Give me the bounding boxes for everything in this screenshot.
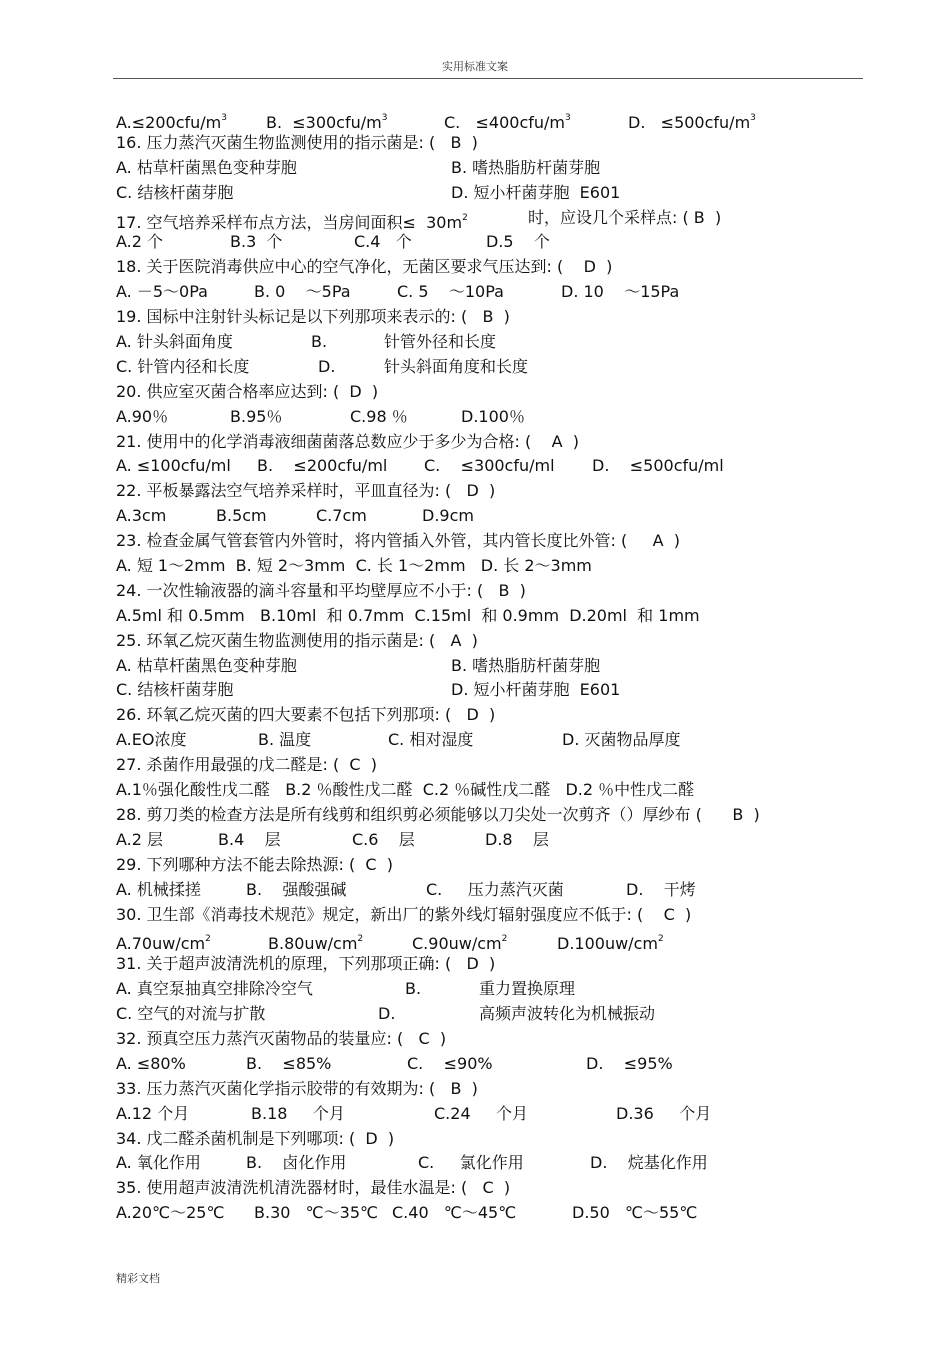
text-segment xyxy=(405,977,421,1002)
text-line xyxy=(116,255,876,280)
text-segment xyxy=(392,1201,516,1226)
text-line xyxy=(116,903,876,928)
segment-text: D.50 ℃～55℃ xyxy=(572,1203,698,1223)
segment-text: C. 5 ～10Pa xyxy=(397,282,504,302)
text-line xyxy=(116,1151,876,1176)
segment-text: C. 氯化作用 xyxy=(418,1153,524,1173)
text-line xyxy=(116,927,876,952)
text-segment xyxy=(572,1201,697,1226)
segment-text: D.36 个月 xyxy=(616,1103,712,1123)
text-segment xyxy=(116,1151,201,1176)
text-line xyxy=(116,753,876,778)
text-segment xyxy=(116,504,166,529)
segment-text: C.6 层 xyxy=(352,829,415,849)
segment-text: A.90％ xyxy=(116,406,169,426)
segment-text: 33. 压力蒸汽灭菌化学指示胶带的有效期为: ( B ) xyxy=(116,1078,478,1098)
text-line xyxy=(116,131,876,156)
text-segment xyxy=(116,678,233,703)
segment-text: A.70uw/cm xyxy=(116,934,206,954)
page-header: 实用标准文案 xyxy=(442,60,508,73)
text-segment xyxy=(216,504,267,529)
text-segment xyxy=(528,206,721,231)
segment-text: B.3 个 xyxy=(230,232,283,252)
text-line xyxy=(116,380,876,405)
text-segment xyxy=(561,280,679,305)
segment-text: C.90uw/cm xyxy=(412,934,502,954)
superscript: 2 xyxy=(462,212,468,223)
segment-text: 16. 压力蒸汽灭菌生物监测使用的指示菌是: ( B ) xyxy=(116,132,478,152)
segment-text: B.5cm xyxy=(216,506,267,526)
superscript: 2 xyxy=(501,934,508,945)
text-segment xyxy=(354,230,412,255)
text-line xyxy=(116,1201,876,1226)
text-line xyxy=(116,106,876,131)
text-line xyxy=(116,629,876,654)
segment-text: B. 强酸强碱 xyxy=(246,879,347,899)
segment-text: C.98 ％ xyxy=(350,406,408,426)
text-segment xyxy=(116,728,186,753)
segment-text: 22. 平板暴露法空气培养采样时，平皿直径为: ( D ) xyxy=(116,481,496,501)
text-segment xyxy=(116,432,579,451)
text-segment xyxy=(424,454,555,479)
text-line xyxy=(116,604,876,629)
segment-text: 19. 国标中注射针头标记是以下列那项来表示的: ( B ) xyxy=(116,307,510,327)
text-segment xyxy=(116,1002,265,1027)
text-segment xyxy=(384,330,496,355)
segment-text: 针头斜面角度和长度 xyxy=(384,356,529,376)
text-line xyxy=(116,479,876,504)
text-segment xyxy=(116,581,526,600)
segment-text: C. 相对湿度 xyxy=(388,730,474,750)
text-line xyxy=(116,1002,876,1027)
segment-text: B. 0 ～5Pa xyxy=(254,282,351,302)
segment-text: A.2 个 xyxy=(116,232,164,252)
segment-text: A. 机械揉搓 xyxy=(116,879,201,899)
text-segment xyxy=(116,878,201,903)
segment-text: C.4 个 xyxy=(354,232,412,252)
segment-text: A.2 层 xyxy=(116,829,164,849)
segment-text: 26. 环氧乙烷灭菌的四大要素不包括下列那项: ( D ) xyxy=(116,705,496,725)
text-line xyxy=(116,430,876,455)
text-line xyxy=(116,554,876,579)
text-segment xyxy=(116,556,592,575)
text-segment xyxy=(116,705,495,724)
text-line xyxy=(116,230,876,255)
text-segment xyxy=(116,405,168,430)
text-line xyxy=(116,405,876,430)
text-segment xyxy=(116,307,510,326)
text-segment xyxy=(461,405,525,430)
segment-text: 27. 杀菌作用最强的戊二醛是: ( C ) xyxy=(116,755,378,775)
segment-text: 31. 关于超声波清洗机的原理，下列那项正确: ( D ) xyxy=(116,954,496,974)
text-line xyxy=(116,529,876,554)
segment-text: 21. 使用中的化学消毒液细菌菌落总数应少于多少为合格: ( A ) xyxy=(116,431,579,451)
text-line xyxy=(116,977,876,1002)
text-segment xyxy=(116,481,495,500)
text-segment xyxy=(451,654,600,679)
segment-text: D. xyxy=(318,356,336,376)
text-line xyxy=(116,952,876,977)
segment-text: 30. 卫生部《消毒技术规范》规定，新出厂的紫外线灯辐射强度应不低于: ( C ) xyxy=(116,904,692,924)
segment-text: B. 嗜热脂肪杆菌芽胞 xyxy=(451,157,601,177)
text-line xyxy=(116,579,876,604)
segment-text: B. ≤85% xyxy=(246,1053,332,1073)
text-segment xyxy=(388,728,473,753)
text-segment xyxy=(116,230,163,255)
text-segment xyxy=(258,728,311,753)
text-line xyxy=(116,156,876,181)
segment-text: 23. 检查金属气管套管内外管时，将内管插入外管，其内管长度比外管: ( A ) xyxy=(116,531,681,551)
text-segment xyxy=(254,1201,378,1226)
text-segment xyxy=(116,382,378,401)
segment-text: C. ≤400cfu/m xyxy=(444,113,566,132)
segment-text: D. 灭菌物品厚度 xyxy=(562,730,681,750)
header-rule xyxy=(113,78,863,79)
segment-text: 32. 预真空压力蒸汽灭菌物品的装量应: ( C ) xyxy=(116,1028,447,1048)
text-segment xyxy=(451,156,600,181)
text-line xyxy=(116,504,876,529)
segment-text: C.7cm xyxy=(316,506,367,526)
segment-text: B.80uw/cm xyxy=(268,934,358,954)
segment-text: 17. 空气培养采样布点方法，当房间面积≤ 30m xyxy=(116,212,463,232)
text-segment xyxy=(418,1151,524,1176)
segment-text: D. 短小杆菌芽胞 E601 xyxy=(451,680,621,700)
text-segment xyxy=(486,230,550,255)
segment-text: D. xyxy=(378,1004,396,1024)
text-segment xyxy=(116,780,694,799)
text-line xyxy=(116,703,876,728)
text-segment xyxy=(384,355,528,380)
text-segment xyxy=(254,280,351,305)
segment-text: B.4 层 xyxy=(218,829,281,849)
segment-text: D. ≤95% xyxy=(586,1053,673,1073)
segment-text: B. 卤化作用 xyxy=(246,1153,347,1173)
segment-text: C. ≤300cfu/ml xyxy=(424,456,555,476)
text-segment xyxy=(116,631,478,650)
segment-text: A.5ml 和 0.5mm B.10ml 和 0.7mm C.15ml 和 0.9mm D.20ml 和 1mm xyxy=(116,605,700,625)
superscript: 2 xyxy=(357,934,364,945)
text-line xyxy=(116,1102,876,1127)
segment-text: D.9cm xyxy=(422,506,474,526)
segment-text: 24. 一次性输液器的滴斗容量和平均壁厚应不小于: ( B ) xyxy=(116,580,526,600)
superscript: 2 xyxy=(657,934,664,945)
segment-text: C. 空气的对流与扩散 xyxy=(116,1004,266,1024)
text-segment xyxy=(479,1002,655,1027)
text-segment xyxy=(116,355,249,380)
segment-text: A.20℃～25℃ xyxy=(116,1203,225,1223)
text-segment xyxy=(116,855,393,874)
segment-text: A. ≤80% xyxy=(116,1053,186,1073)
segment-text: D. 10 ～15Pa xyxy=(561,282,680,302)
segment-text: B. xyxy=(311,332,328,352)
segment-text: A. 氧化作用 xyxy=(116,1153,201,1173)
segment-text: 25. 环氧乙烷灭菌生物监测使用的指示菌是: ( A ) xyxy=(116,630,478,650)
text-segment xyxy=(116,454,231,479)
segment-text: A.3cm xyxy=(116,506,167,526)
text-segment xyxy=(246,1151,346,1176)
text-line xyxy=(116,678,876,703)
text-segment xyxy=(116,755,377,774)
text-line xyxy=(116,654,876,679)
superscript: 3 xyxy=(381,113,388,123)
segment-text: A. 真空泵抽真空排除冷空气 xyxy=(116,979,313,999)
segment-text: A. 针头斜面角度 xyxy=(116,332,233,352)
superscript: 3 xyxy=(565,113,571,123)
segment-text: A. －5～0Pa xyxy=(116,282,208,302)
segment-text: A. 短 1～2mm B. 短 2～3mm C. 长 1～2mm D. 长 2～3mm xyxy=(116,556,592,576)
segment-text: B.95％ xyxy=(230,406,283,426)
text-segment xyxy=(116,156,297,181)
text-segment xyxy=(350,405,408,430)
segment-text: 针管外径和长度 xyxy=(384,332,497,352)
segment-text: D. 干烤 xyxy=(626,879,696,899)
text-line xyxy=(116,778,876,803)
text-segment xyxy=(378,1002,395,1027)
text-segment xyxy=(246,878,346,903)
segment-text: D.5 个 xyxy=(486,232,550,252)
text-segment xyxy=(562,728,681,753)
text-line xyxy=(116,853,876,878)
text-line xyxy=(116,1052,876,1077)
text-line xyxy=(116,305,876,330)
text-segment xyxy=(116,330,233,355)
segment-text: 时，应设几个采样点: ( B ) xyxy=(528,207,722,227)
segment-text: 35. 使用超声波清洗机清洗器材时，最佳水温是: ( C ) xyxy=(116,1178,511,1198)
text-segment xyxy=(426,878,564,903)
segment-text: D. 烷基化作用 xyxy=(590,1153,708,1173)
superscript: 2 xyxy=(205,934,211,945)
segment-text: B. 嗜热脂肪杆菌芽胞 xyxy=(451,655,601,675)
text-segment xyxy=(246,1052,331,1077)
text-segment xyxy=(116,1052,186,1077)
text-segment xyxy=(116,1129,394,1148)
text-line xyxy=(116,1176,876,1201)
text-segment xyxy=(434,1102,528,1127)
segment-text: C. ≤90% xyxy=(407,1053,493,1073)
text-line xyxy=(116,1127,876,1152)
segment-text: A. 枯草杆菌黑色变种芽胞 xyxy=(116,655,297,675)
segment-text: A.≤200cfu/m xyxy=(116,113,222,132)
text-segment xyxy=(116,1079,478,1098)
text-segment xyxy=(626,878,696,903)
segment-text: C. 针管内径和长度 xyxy=(116,356,250,376)
superscript: 3 xyxy=(750,113,756,123)
text-segment xyxy=(116,531,680,550)
text-line xyxy=(116,1077,876,1102)
text-segment xyxy=(311,330,327,355)
page-footer: 精彩文档 xyxy=(116,1272,160,1285)
text-segment xyxy=(230,405,282,430)
text-segment xyxy=(592,454,724,479)
text-segment xyxy=(218,828,281,853)
text-segment xyxy=(116,1201,224,1226)
text-line xyxy=(116,280,876,305)
text-segment xyxy=(257,454,387,479)
text-line xyxy=(116,355,876,380)
text-line xyxy=(116,828,876,853)
segment-text: C. 结核杆菌芽胞 xyxy=(116,680,234,700)
text-line xyxy=(116,728,876,753)
segment-text: B. ≤300cfu/m xyxy=(266,113,382,132)
text-segment xyxy=(397,280,504,305)
segment-text: A. ≤100cfu/ml xyxy=(116,456,231,476)
text-segment xyxy=(451,678,620,703)
text-segment xyxy=(590,1151,708,1176)
text-segment xyxy=(116,954,495,973)
text-segment xyxy=(116,280,208,305)
segment-text: C.24 个月 xyxy=(434,1103,529,1123)
text-segment xyxy=(116,654,297,679)
segment-text: 重力置换原理 xyxy=(479,979,576,999)
text-segment xyxy=(116,133,478,152)
text-segment xyxy=(318,355,335,380)
segment-text: A.EO浓度 xyxy=(116,730,187,750)
segment-text: B. 温度 xyxy=(258,730,312,750)
superscript: 3 xyxy=(221,113,227,123)
text-segment xyxy=(230,230,282,255)
segment-text: C. 压力蒸汽灭菌 xyxy=(426,879,564,899)
segment-text: B.18 个月 xyxy=(251,1103,345,1123)
segment-text: C. 结核杆菌芽胞 xyxy=(116,182,234,202)
text-segment xyxy=(116,1102,189,1127)
segment-text: A.1％强化酸性戊二醛 B.2 ％酸性戊二醛 C.2 ％碱性戊二醛 D.2 ％中性戊二醛 xyxy=(116,780,695,800)
text-segment xyxy=(422,504,474,529)
text-line xyxy=(116,330,876,355)
segment-text: 28. 剪刀类的检查方法是所有线剪和组织剪必须能够以刀尖处一次剪齐（）厚纱布 ( B ) xyxy=(116,804,760,824)
segment-text: D. 短小杆菌芽胞 E601 xyxy=(451,182,621,202)
segment-text: 20. 供应室灭菌合格率应达到: ( D ) xyxy=(116,381,379,401)
segment-text: A.12 个月 xyxy=(116,1103,190,1123)
text-line xyxy=(116,181,876,206)
segment-text: B. ≤200cfu/ml xyxy=(257,456,388,476)
segment-text: 18. 关于医院消毒供应中心的空气净化，无菌区要求气压达到: ( D ) xyxy=(116,257,613,277)
segment-text: 高频声波转化为机械振动 xyxy=(479,1004,656,1024)
text-line xyxy=(116,454,876,479)
text-segment xyxy=(116,606,700,625)
segment-text: D.8 层 xyxy=(485,829,549,849)
text-segment xyxy=(116,1178,510,1197)
segment-text: D.100％ xyxy=(461,406,525,426)
text-segment xyxy=(116,977,313,1002)
text-line xyxy=(116,878,876,903)
text-segment xyxy=(407,1052,493,1077)
text-segment xyxy=(451,181,620,206)
text-line xyxy=(116,1027,876,1052)
text-segment xyxy=(116,805,760,824)
text-segment xyxy=(116,905,691,924)
segment-text: D. ≤500cfu/ml xyxy=(592,456,724,476)
text-segment xyxy=(586,1052,673,1077)
text-segment xyxy=(116,1029,446,1048)
text-line xyxy=(116,206,876,231)
segment-text: B. xyxy=(405,979,422,999)
segment-text: 34. 戊二醛杀菌机制是下列哪项: ( D ) xyxy=(116,1128,395,1148)
text-segment xyxy=(479,977,575,1002)
text-segment xyxy=(352,828,415,853)
segment-text: D. ≤500cfu/m xyxy=(628,113,751,132)
segment-text: B.30 ℃～35℃ xyxy=(254,1203,378,1223)
text-segment xyxy=(316,504,367,529)
segment-text: C.40 ℃～45℃ xyxy=(392,1203,517,1223)
text-segment xyxy=(116,181,233,206)
segment-text: A. 枯草杆菌黑色变种芽胞 xyxy=(116,157,297,177)
text-segment xyxy=(485,828,549,853)
segment-text: D.100uw/cm xyxy=(557,934,658,954)
segment-text: 29. 下列哪种方法不能去除热源: ( C ) xyxy=(116,854,394,874)
text-segment xyxy=(116,257,612,276)
question-list xyxy=(116,106,876,1226)
text-segment xyxy=(251,1102,345,1127)
text-segment xyxy=(116,828,163,853)
text-segment xyxy=(616,1102,711,1127)
text-line xyxy=(116,803,876,828)
